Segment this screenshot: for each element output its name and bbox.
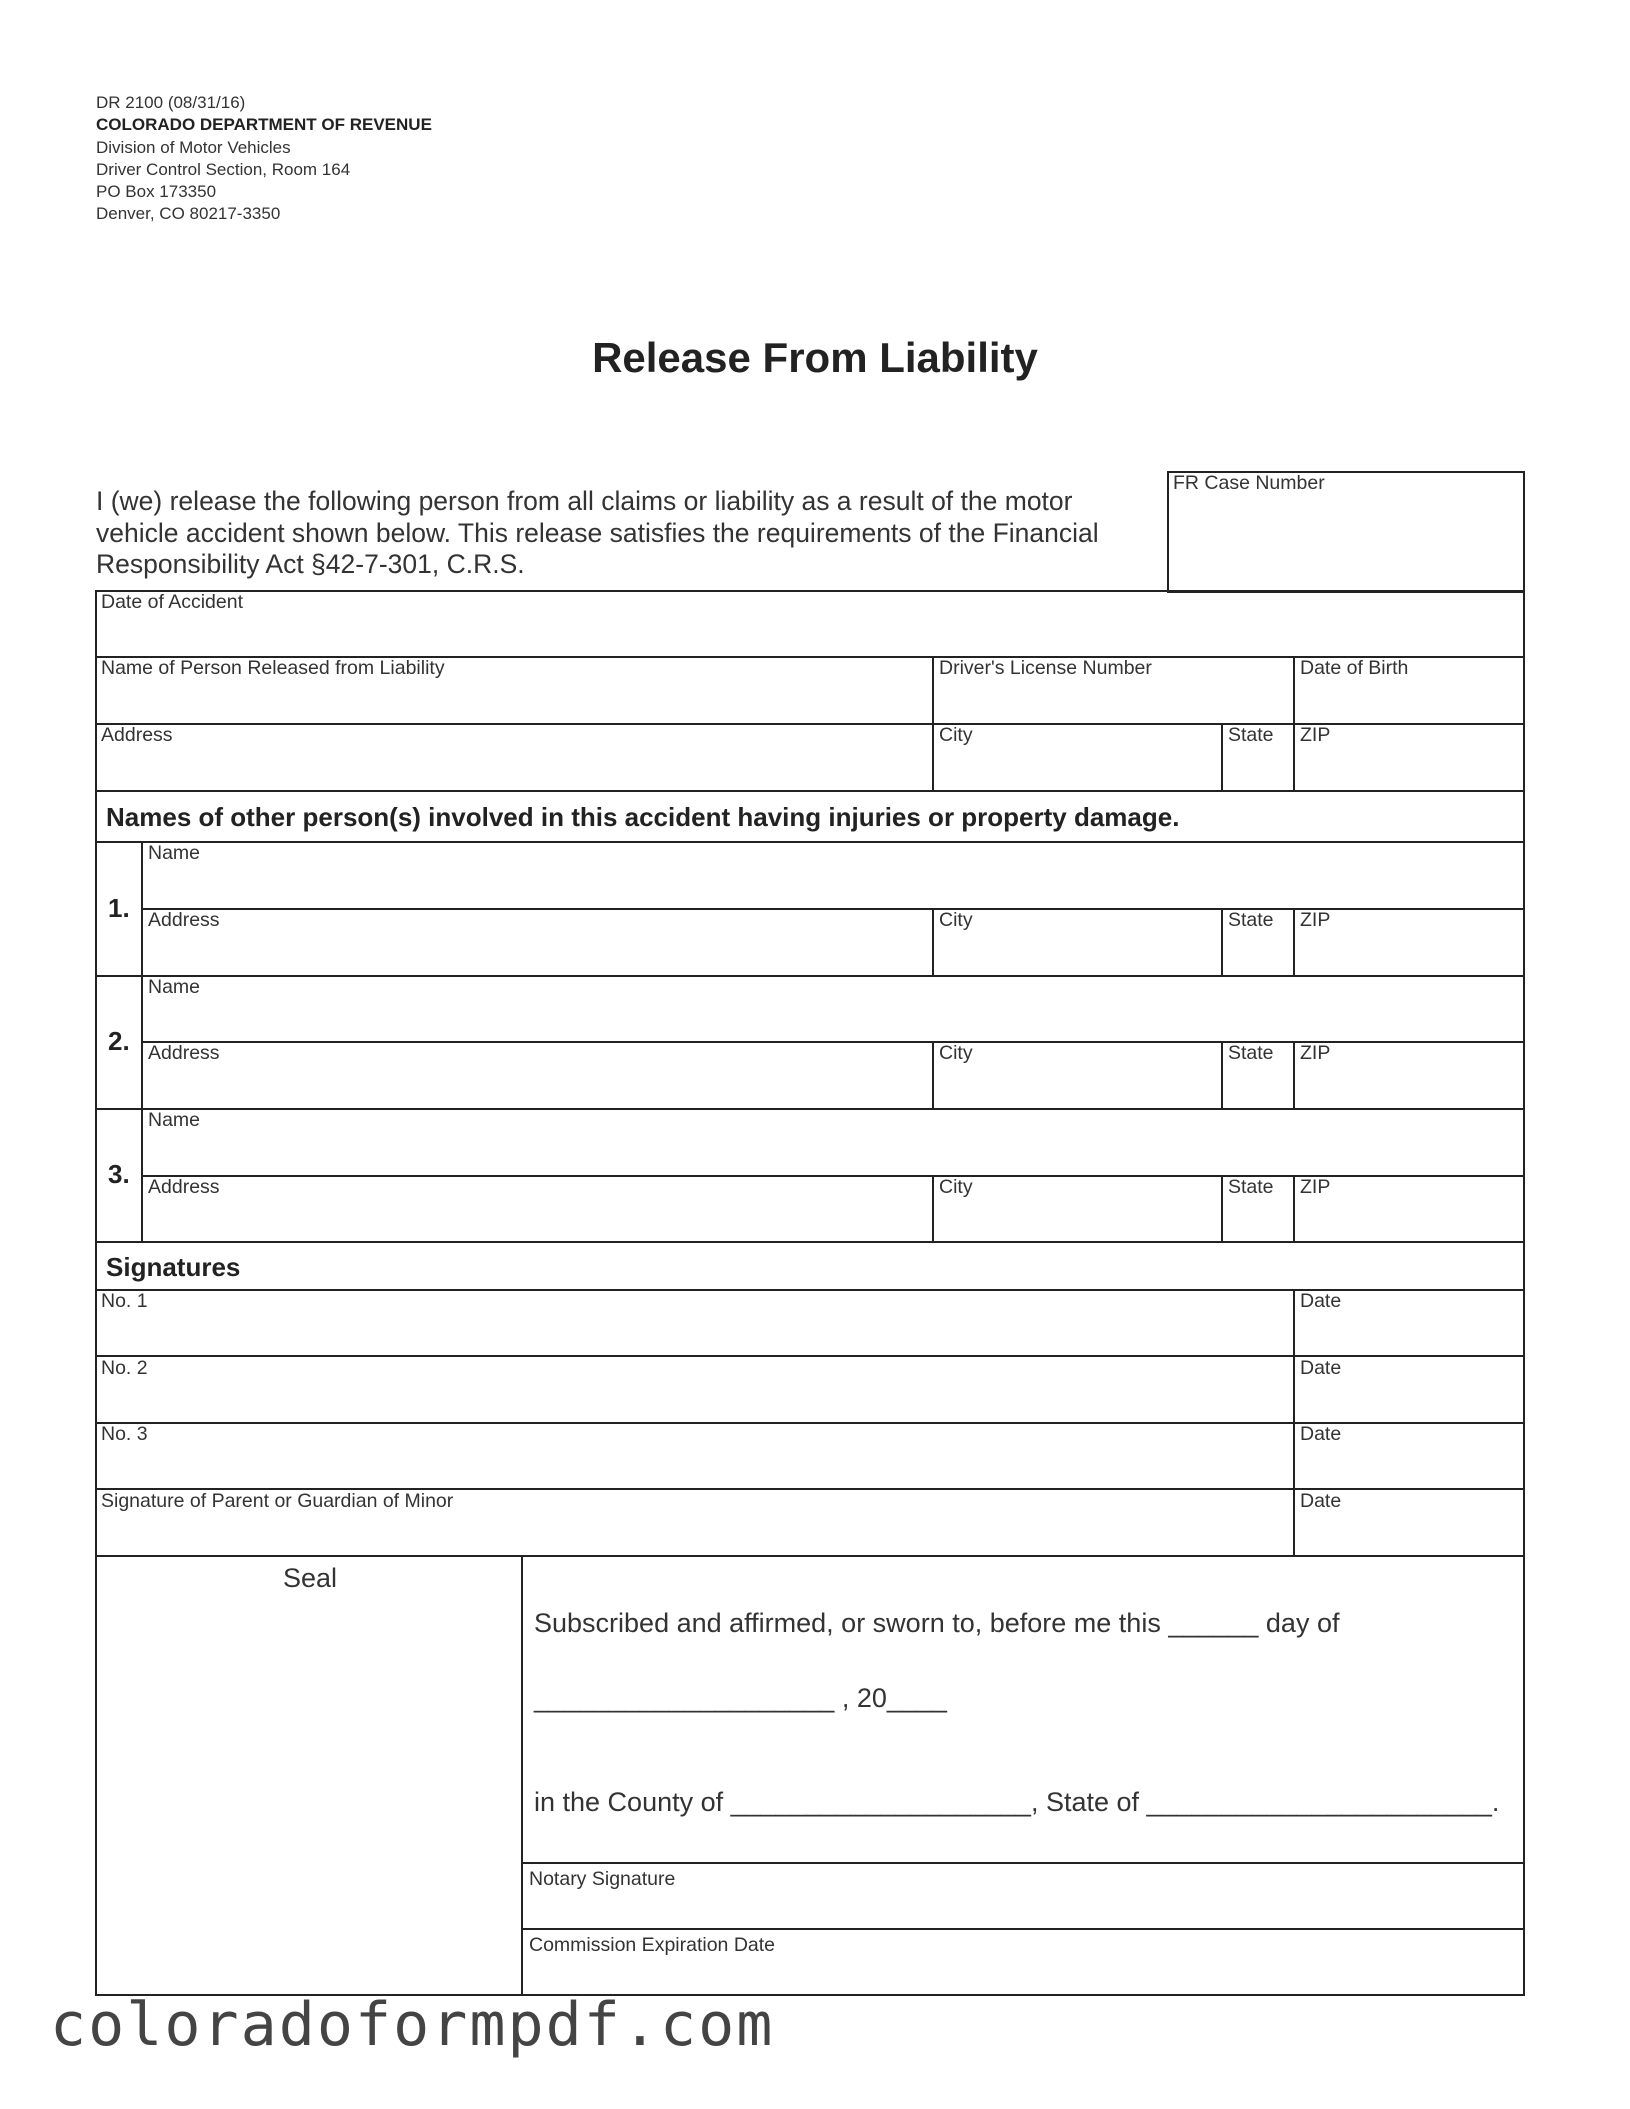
entry-state-label: State — [1228, 1176, 1274, 1198]
city-line: Denver, CO 80217-3350 — [96, 204, 281, 224]
released-name-field[interactable] — [97, 679, 930, 721]
signature-label: No. 1 — [101, 1290, 148, 1312]
signature-label: Signature of Parent or Guardian of Minor — [101, 1490, 454, 1512]
section-name: Driver Control Section, Room 164 — [96, 159, 351, 179]
notary-county-line: in the County of ____________________, State of _______________________. — [534, 1787, 1500, 1817]
column-divider — [1293, 656, 1295, 790]
entry-zip-label: ZIP — [1300, 1176, 1331, 1198]
released-address-field[interactable] — [97, 746, 930, 788]
released-zip-label: ZIP — [1300, 724, 1331, 746]
entry-3-name-field[interactable] — [144, 1131, 1523, 1173]
guardian-signature-field[interactable] — [97, 1512, 1291, 1553]
released-state-label: State — [1228, 724, 1274, 746]
entry-address-label: Address — [148, 1042, 220, 1064]
signature-date-label: Date — [1300, 1290, 1342, 1312]
notary-signature-field[interactable] — [524, 1886, 1523, 1926]
signature-1-date-field[interactable] — [1296, 1312, 1523, 1353]
fr-case-number-label: FR Case Number — [1173, 472, 1325, 494]
commission-expiration-label: Commission Expiration Date — [529, 1934, 776, 1956]
entry-3-address-field[interactable] — [144, 1198, 930, 1239]
entry-1-address-field[interactable] — [144, 931, 930, 973]
division-name: Division of Motor Vehicles — [96, 137, 291, 157]
release-statement-line: Responsibility Act §42-7-301, C.R.S. — [96, 549, 525, 579]
other-persons-heading: Names of other person(s) involved in this accident having injuries or property damage. — [106, 802, 1180, 832]
signature-3-date-field[interactable] — [1296, 1445, 1523, 1486]
entry-state-label: State — [1228, 1042, 1274, 1064]
date-of-accident-field[interactable] — [97, 592, 1523, 656]
entry-3-zip-field[interactable] — [1296, 1198, 1523, 1239]
released-name-label: Name of Person Released from Liability — [101, 657, 445, 679]
entry-1-zip-field[interactable] — [1296, 931, 1523, 973]
column-divider — [932, 656, 934, 790]
entry-1-city-field[interactable] — [935, 931, 1219, 973]
entry-3-state-field[interactable] — [1224, 1198, 1291, 1239]
column-divider — [932, 908, 934, 975]
entry-state-label: State — [1228, 909, 1274, 931]
column-divider — [1293, 1175, 1295, 1241]
entry-city-label: City — [939, 1176, 973, 1198]
release-statement-line: vehicle accident shown below. This release satisfies the requirements of the Financial — [96, 517, 1099, 548]
entry-2-address-field[interactable] — [144, 1064, 930, 1106]
guardian-date-field[interactable] — [1296, 1512, 1523, 1553]
released-license-label: Driver's License Number — [939, 657, 1152, 679]
column-divider — [521, 1555, 523, 1995]
entry-number: 3. — [108, 1159, 130, 1189]
entry-zip-label: ZIP — [1300, 1042, 1331, 1064]
released-city-field[interactable] — [935, 746, 1219, 788]
entry-1-state-field[interactable] — [1224, 931, 1291, 973]
released-dob-field[interactable] — [1296, 679, 1523, 721]
column-divider — [1221, 723, 1223, 790]
entry-2-state-field[interactable] — [1224, 1064, 1291, 1106]
entry-address-label: Address — [148, 909, 220, 931]
column-divider — [1221, 908, 1223, 975]
release-statement — [96, 486, 1156, 581]
row-divider — [522, 1862, 1525, 1864]
entry-1-name-field[interactable] — [144, 864, 1523, 906]
release-statement-line: I (we) release the following person from all claims or liability as a result of the motor — [96, 486, 1073, 516]
signature-label: No. 2 — [101, 1357, 148, 1379]
entry-address-label: Address — [148, 1176, 220, 1198]
column-divider — [1293, 908, 1295, 975]
signature-date-label: Date — [1300, 1423, 1342, 1445]
department-name: COLORADO DEPARTMENT OF REVENUE — [96, 115, 432, 135]
signature-2-field[interactable] — [97, 1379, 1291, 1420]
column-divider — [1221, 1041, 1223, 1108]
row-divider — [95, 790, 1525, 792]
notary-signature-label: Notary Signature — [529, 1868, 676, 1890]
entry-city-label: City — [939, 1042, 973, 1064]
released-dob-label: Date of Birth — [1300, 657, 1409, 679]
column-divider — [141, 841, 143, 1241]
po-box: PO Box 173350 — [96, 182, 217, 202]
entry-2-zip-field[interactable] — [1296, 1064, 1523, 1106]
released-zip-field[interactable] — [1296, 746, 1523, 788]
commission-expiration-field[interactable] — [524, 1952, 1523, 1993]
entry-2-city-field[interactable] — [935, 1064, 1219, 1106]
entry-3-city-field[interactable] — [935, 1198, 1219, 1239]
row-divider — [95, 975, 1525, 977]
column-divider — [1293, 1041, 1295, 1108]
entry-name-label: Name — [148, 976, 201, 998]
seal-label: Seal — [283, 1563, 338, 1593]
signatures-heading: Signatures — [106, 1252, 241, 1282]
row-divider — [95, 1241, 1525, 1243]
released-city-label: City — [939, 724, 973, 746]
page-title: Release From Liability — [592, 334, 1038, 381]
column-divider — [1293, 1289, 1295, 1555]
row-divider — [522, 1928, 1525, 1930]
form-id: DR 2100 (08/31/16) — [96, 93, 246, 112]
site-watermark: coloradoformpdf.com — [50, 1990, 775, 2060]
entry-city-label: City — [939, 909, 973, 931]
column-divider — [932, 1175, 934, 1241]
released-state-field[interactable] — [1224, 746, 1291, 788]
agency-header — [96, 92, 432, 226]
entry-name-label: Name — [148, 842, 201, 864]
signature-date-label: Date — [1300, 1357, 1342, 1379]
signature-1-field[interactable] — [97, 1312, 1291, 1353]
signature-date-label: Date — [1300, 1490, 1342, 1512]
column-divider — [1221, 1175, 1223, 1241]
entry-2-name-field[interactable] — [144, 998, 1523, 1039]
notary-date-line: ____________________ , 20____ — [534, 1683, 947, 1713]
released-address-label: Address — [101, 724, 173, 746]
signature-2-date-field[interactable] — [1296, 1379, 1523, 1420]
signature-label: No. 3 — [101, 1423, 148, 1445]
entry-number: 1. — [108, 893, 130, 923]
notary-sworn-line: Subscribed and affirmed, or sworn to, before me this ______ day of — [534, 1608, 1340, 1638]
row-divider — [95, 841, 1525, 843]
row-divider — [95, 1555, 1525, 1557]
date-of-accident-label: Date of Accident — [101, 591, 244, 613]
entry-number: 2. — [108, 1026, 130, 1056]
entry-zip-label: ZIP — [1300, 909, 1331, 931]
column-divider — [932, 1041, 934, 1108]
row-divider — [95, 1108, 1525, 1110]
entry-name-label: Name — [148, 1109, 201, 1131]
signature-3-field[interactable] — [97, 1445, 1291, 1486]
released-license-field[interactable] — [935, 679, 1291, 721]
